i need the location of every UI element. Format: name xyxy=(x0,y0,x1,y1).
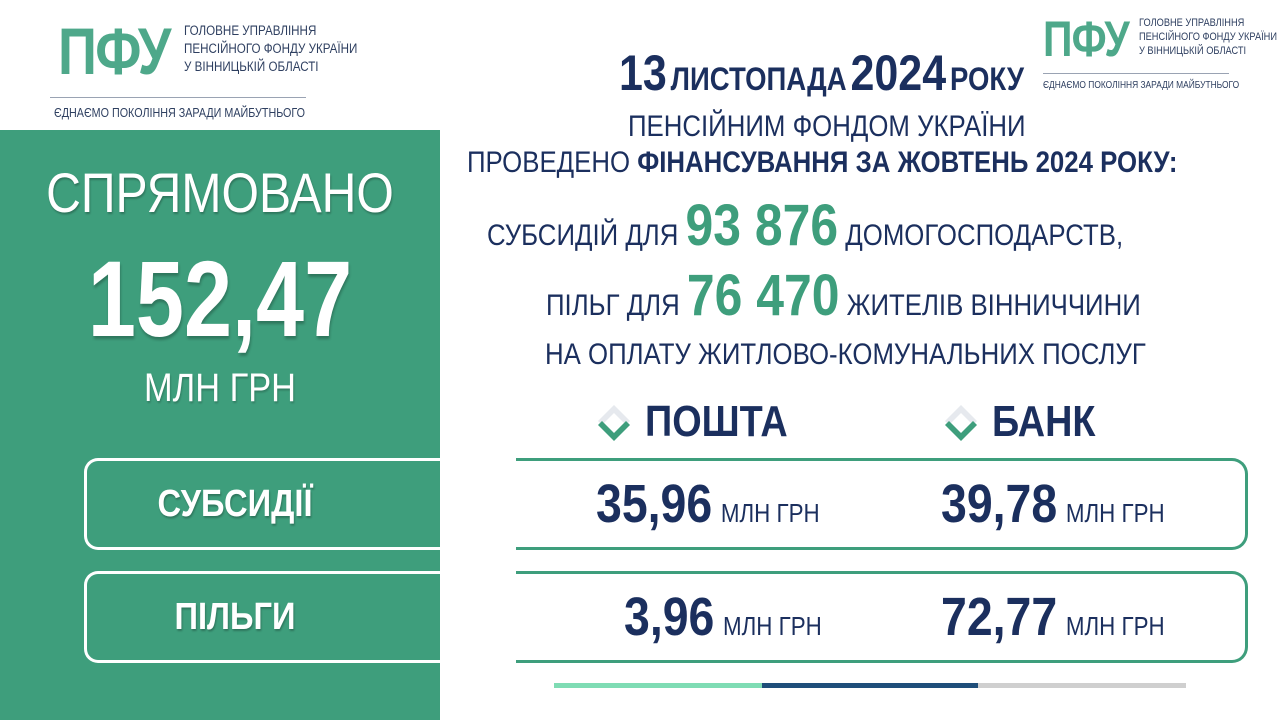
check-diamond-icon xyxy=(593,402,635,444)
benefits-label: ПІЛЬГИ xyxy=(174,596,296,638)
org-name-line3: У ВІННИЦЬКІЙ ОБЛАСТІ xyxy=(184,59,319,74)
subsidies-label-box xyxy=(84,458,444,550)
org-motto: ЄДНАЄМО ПОКОЛІННЯ ЗАРАДИ МАЙБУТНЬОГО xyxy=(54,106,305,120)
subsidies-prefix: СУБСИДІЙ ДЛЯ xyxy=(487,219,686,252)
panel-heading: СПРЯМОВАНО xyxy=(46,161,394,224)
subsidies-post-unit: МЛН ГРН xyxy=(720,498,820,528)
org-logo-small xyxy=(1043,11,1277,94)
benefits-post-value xyxy=(624,574,822,660)
subsidies-post-value xyxy=(596,461,820,547)
total-amount: 152,47 xyxy=(87,238,353,359)
headline-line3-bold: ФІНАНСУВАННЯ ЗА ЖОВТЕНЬ 2024 РОКУ: xyxy=(637,146,1178,179)
subsidies-count: 93 876 xyxy=(685,193,839,258)
accent-bar-grey xyxy=(978,683,1186,688)
logo-divider xyxy=(50,97,306,98)
subsidies-count-line xyxy=(487,192,1123,259)
org-name-small-line3: У ВІННИЦЬКІЙ ОБЛАСТІ xyxy=(1139,45,1247,57)
headline-line3-prefix: ПРОВЕДЕНО xyxy=(467,146,638,179)
accent-bar-mint xyxy=(554,683,762,688)
subsidies-bank-value xyxy=(941,461,1165,547)
date-day: 13 xyxy=(619,45,667,101)
post-column-label: ПОШТА xyxy=(645,397,788,446)
headline-line3 xyxy=(467,146,1177,180)
org-name xyxy=(184,22,357,76)
subsidies-bank-unit: МЛН ГРН xyxy=(1065,498,1165,528)
date-headline xyxy=(619,44,1024,102)
logo-divider-small xyxy=(1043,73,1229,74)
benefits-count-line xyxy=(546,262,1141,329)
purpose-line: НА ОПЛАТУ ЖИТЛОВО-КОМУНАЛЬНИХ ПОСЛУГ xyxy=(545,338,1146,371)
benefits-suffix: ЖИТЕЛІВ ВІННИЧЧИНИ xyxy=(839,289,1141,322)
benefits-count: 76 470 xyxy=(686,263,840,328)
benefits-post-unit: МЛН ГРН xyxy=(722,611,822,641)
pfu-logo-mark: ПФУ xyxy=(58,14,170,88)
benefits-bank-value xyxy=(941,574,1165,660)
date-month: ЛИСТОПАДА xyxy=(670,61,847,97)
benefits-bank-amount: 72,77 xyxy=(941,587,1058,647)
bank-column-label: БАНК xyxy=(992,397,1096,446)
org-name-line1: ГОЛОВНЕ УПРАВЛІННЯ xyxy=(184,23,317,38)
org-logo xyxy=(58,16,378,86)
subsidies-row xyxy=(516,458,1248,550)
org-name-small xyxy=(1139,16,1277,58)
check-diamond-icon xyxy=(940,402,982,444)
benefits-bank-unit: МЛН ГРН xyxy=(1065,611,1165,641)
headline-line2: ПЕНСІЙНИМ ФОНДОМ УКРАЇНИ xyxy=(628,110,1026,143)
benefits-prefix: ПІЛЬГ ДЛЯ xyxy=(546,289,687,322)
org-name-small-line2: ПЕНСІЙНОГО ФОНДУ УКРАЇНИ xyxy=(1139,31,1277,43)
benefits-label-box xyxy=(84,571,444,663)
subsidies-label: СУБСИДІЇ xyxy=(157,483,313,525)
pfu-logo-mark-small: ПФУ xyxy=(1043,11,1129,67)
total-unit: МЛН ГРН xyxy=(143,366,297,410)
benefits-post-amount: 3,96 xyxy=(624,587,715,647)
subsidies-suffix: ДОМОГОСПОДАРСТВ, xyxy=(838,219,1124,252)
benefits-row xyxy=(516,571,1248,663)
subsidies-bank-amount: 39,78 xyxy=(941,474,1058,534)
date-year: 2024 xyxy=(850,45,947,101)
org-motto-small: ЄДНАЄМО ПОКОЛІННЯ ЗАРАДИ МАЙБУТНЬОГО xyxy=(1043,80,1240,91)
accent-bar-blue xyxy=(762,683,978,688)
subsidies-post-amount: 35,96 xyxy=(596,474,713,534)
date-year-word: РОКУ xyxy=(949,61,1024,97)
org-name-small-line1: ГОЛОВНЕ УПРАВЛІННЯ xyxy=(1139,17,1245,29)
org-name-line2: ПЕНСІЙНОГО ФОНДУ УКРАЇНИ xyxy=(184,41,358,56)
